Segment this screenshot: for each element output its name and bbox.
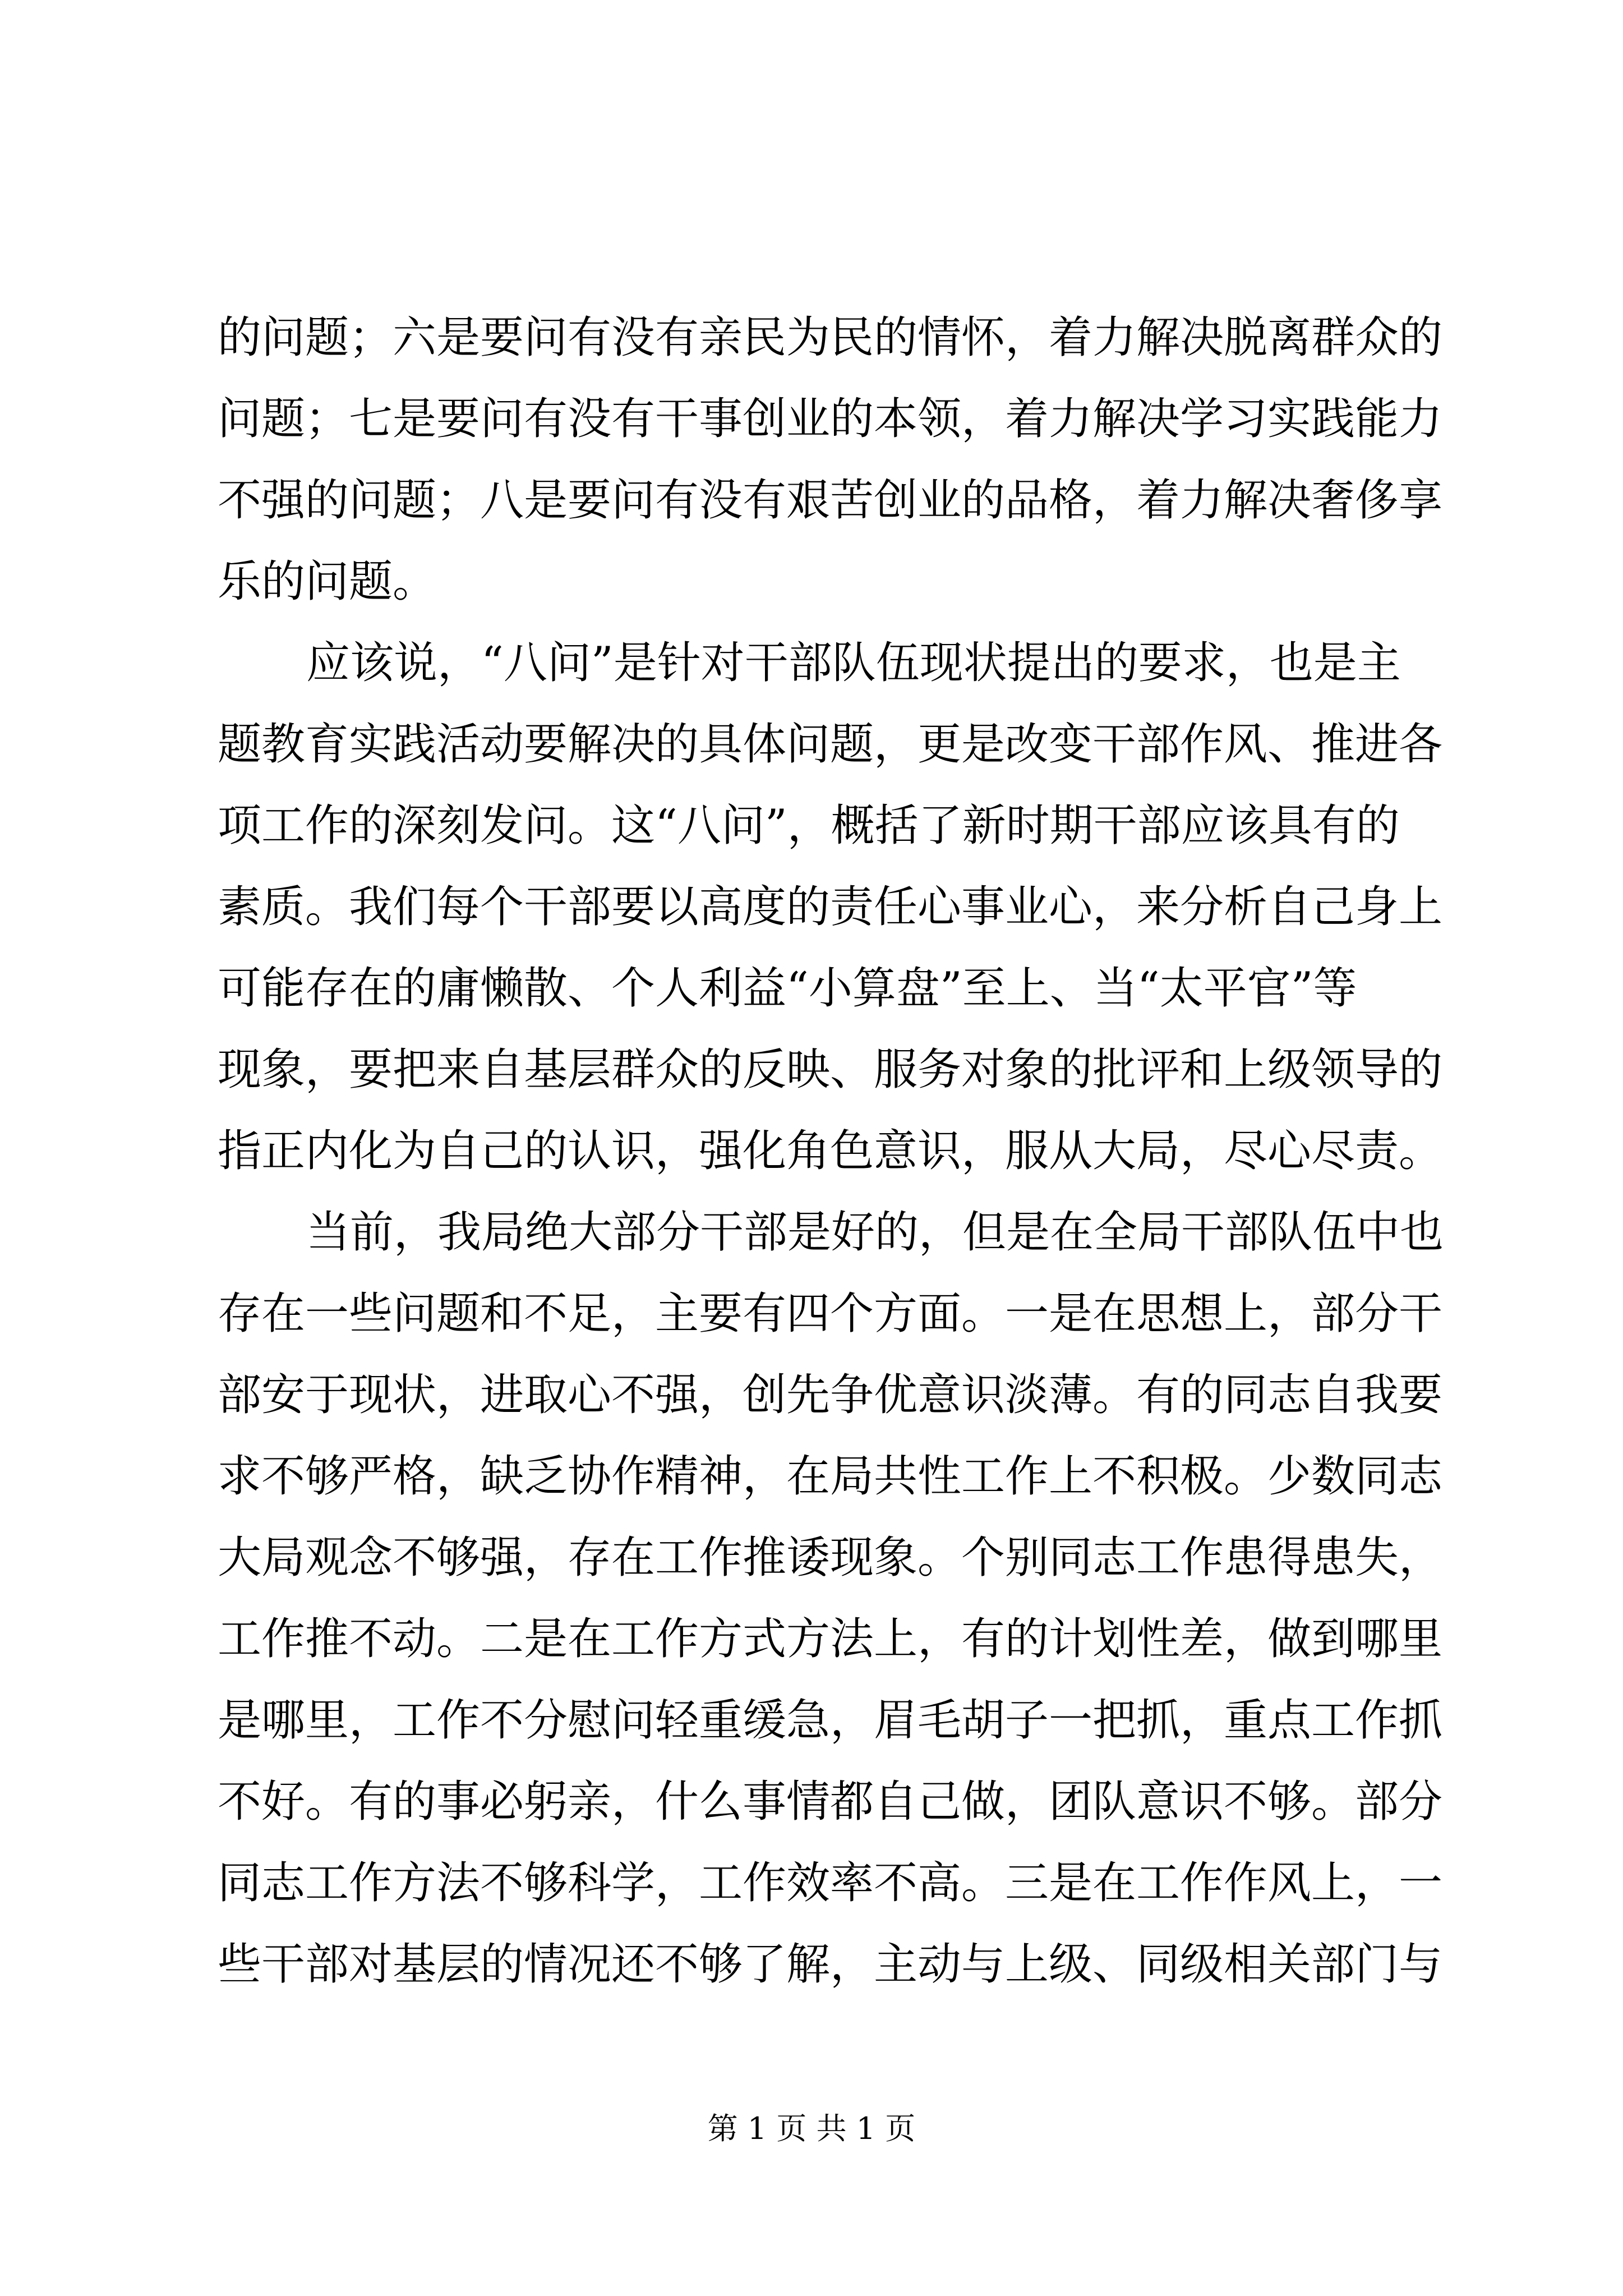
text-line: 是哪里，工作不分慰问轻重缓急，眉毛胡子一把抓，重点工作抓 <box>218 1695 1443 1746</box>
text-line: 乐的问题。 <box>218 556 437 607</box>
text-line: 可能存在的庸懒散、个人利益“小算盘”至上、当“太平官”等 <box>218 963 1357 1014</box>
text-line: 部安于现状，进取心不强，创先争优意识淡薄。有的同志自我要 <box>218 1370 1443 1420</box>
paragraph-start-line: 当前，我局绝大部分干部是好的，但是在全局干部队伍中也 <box>306 1207 1444 1258</box>
page-number-label: 第 1 页 共 1 页 <box>707 2111 916 2146</box>
text-line: 存在一些问题和不足，主要有四个方面。一是在思想上，部分干 <box>218 1289 1443 1339</box>
text-line: 不好。有的事必躬亲，什么事情都自己做，团队意识不够。部分 <box>218 1777 1443 1827</box>
text-line: 同志工作方法不够科学，工作效率不高。三是在工作作风上，一 <box>218 1858 1443 1908</box>
text-line: 的问题；六是要问有没有亲民为民的情怀，着力解决脱离群众的 <box>218 312 1443 363</box>
text-line: 求不够严格，缺乏协作精神，在局共性工作上不积极。少数同志 <box>218 1451 1443 1502</box>
text-line: 指正内化为自己的认识，强化角色意识，服从大局，尽心尽责。 <box>218 1126 1443 1176</box>
text-line: 工作推不动。二是在工作方式方法上，有的计划性差，做到哪里 <box>218 1614 1443 1664</box>
text-line: 问题；七是要问有没有干事创业的本领，着力解决学习实践能力 <box>218 394 1443 444</box>
text-line: 项工作的深刻发问。这“八问”，概括了新时期干部应该具有的 <box>218 800 1400 851</box>
text-line: 题教育实践活动要解决的具体问题，更是改变干部作风、推进各 <box>218 719 1443 770</box>
text-line: 些干部对基层的情况还不够了解，主动与上级、同级相关部门与 <box>218 1939 1443 1990</box>
text-line: 现象，要把来自基层群众的反映、服务对象的批评和上级领导的 <box>218 1045 1443 1095</box>
body-text <box>218 297 1446 2005</box>
paragraph-start-line: 应该说，“八问”是针对干部队伍现状提出的要求，也是主 <box>306 638 1401 688</box>
text-line: 素质。我们每个干部要以高度的责任心事业心，来分析自己身上 <box>218 882 1443 932</box>
text-line: 大局观念不够强，存在工作推诿现象。个别同志工作患得患失， <box>218 1533 1443 1583</box>
page-footer <box>0 2109 1623 2148</box>
text-line: 不强的问题；八是要问有没有艰苦创业的品格，着力解决奢侈享 <box>218 475 1443 526</box>
